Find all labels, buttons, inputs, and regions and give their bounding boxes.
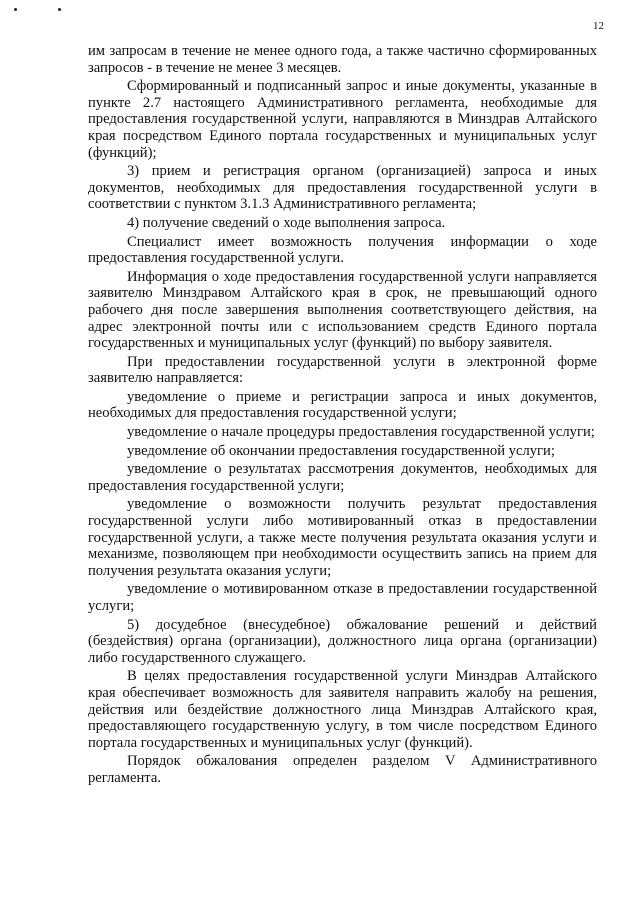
paragraph: уведомление о приеме и регистрации запроса и иных документов, необходимых для предоставления государственной услуги;	[88, 388, 597, 422]
paragraph: уведомление об окончании предоставления государственной услуги;	[127, 442, 555, 459]
scan-artifact-dot	[14, 8, 17, 11]
paragraph: 3) прием и регистрация органом (организацией) запроса и иных документов, необходимых для предоставления государственной услуги в соответствии с пунктом 3.1.3 Административного регламента;	[88, 163, 597, 213]
paragraph: уведомление о мотивированном отказе в предоставлении государственной услуги;	[88, 581, 597, 614]
paragraph: 4) получение сведений о ходе выполнения запроса.	[127, 214, 446, 231]
paragraph: Информация о ходе предоставления государственной услуги направляется заявителю Минздравом Алтайского края в срок, не превышающий одного рабочего дня после завершения выполнения соответствующего действия, на адрес электронной почты или с использованием средств Единого портала государственных и муниципальных услуг (функций) по выбору заявителя.	[88, 268, 597, 352]
paragraph: им запросам в течение не менее одного года, а также частично сформированных запросов - в течение не менее 3 месяцев.	[88, 43, 597, 76]
paragraph: Сформированный и подписанный запрос и иные документы, указанные в пункте 2.7 настоящего Административного регламента, необходимые для предоставления государственной услуги, направляются в Минздрав Алтайского края посредством Единого портала государственных и муниципальных услуг (функций);	[88, 78, 597, 161]
paragraph: 5) досудебное (внесудебное) обжалование решений и действий (бездействия) органа (организации), должностного лица органа (организации) либо государственного служащего.	[88, 616, 597, 666]
paragraph: Специалист имеет возможность получения информации о ходе предоставления государственной услуги.	[88, 233, 597, 267]
page-number: 12	[593, 20, 604, 32]
paragraph: уведомление о результатах рассмотрения документов, необходимых для предоставления государственной услуги;	[88, 461, 597, 494]
paragraph: уведомление о возможности получить результат предоставления государственной услуги либо мотивированный отказ в предоставлении государственной услуги, а также месте получения результата оказания услуги и механизме, позволяющем при необходимости осуществить запись на прием для получения результата оказания услуги;	[88, 496, 597, 579]
paragraph: Порядок обжалования определен разделом V Административного регламента.	[88, 753, 597, 786]
paragraph: уведомление о начале процедуры предоставления государственной услуги;	[127, 424, 595, 441]
document-body	[88, 43, 597, 789]
scan-artifact-dot	[58, 8, 61, 11]
paragraph: При предоставлении государственной услуги в электронной форме заявителю направляется:	[88, 353, 597, 387]
paragraph: В целях предоставления государственной услуги Минздрав Алтайского края обеспечивает возможность для заявителя направить жалобу на решения, действия или бездействие должностного лица Минздрав Алтайского края, предоставляющего государственную услугу, в том числе посредством Единого портала государственных и муниципальных услуг (функций).	[88, 668, 597, 751]
